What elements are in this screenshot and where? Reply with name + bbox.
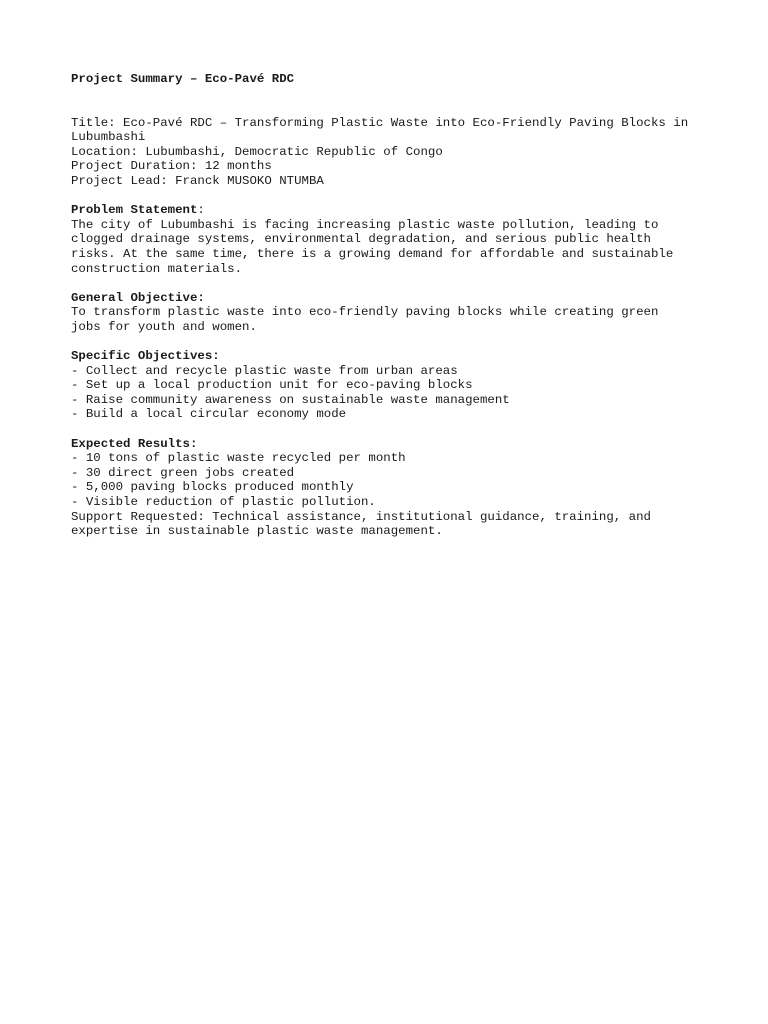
- project-duration: Project Duration: 12 months: [71, 159, 272, 174]
- list-item: - 10 tons of plastic waste recycled per month: [71, 451, 406, 466]
- list-item: - Set up a local production unit for eco-paving blocks: [71, 378, 473, 393]
- expected-results-heading: Expected Results:: [71, 436, 198, 451]
- list-item: - Build a local circular economy mode: [71, 407, 347, 422]
- problem-statement-line: clogged drainage systems, environmental degradation, and serious public health: [71, 232, 651, 247]
- document-heading: Project Summary – Eco-Pavé RDC: [71, 72, 295, 86]
- problem-statement-line: construction materials.: [71, 261, 243, 276]
- support-requested-line: Support Requested: Technical assistance, institutional guidance, training, and: [71, 509, 651, 524]
- problem-statement-label: Problem Statement: [71, 203, 198, 218]
- problem-statement-line: The city of Lubumbashi is facing increasing plastic waste pollution, leading to: [71, 217, 659, 232]
- problem-statement-line: risks. At the same time, there is a growing demand for affordable and sustainable: [71, 246, 674, 261]
- spacer: [71, 189, 731, 204]
- specific-objectives-heading: Specific Objectives:: [71, 349, 220, 364]
- problem-statement-section: [71, 203, 731, 276]
- support-requested-line: expertise in sustainable plastic waste management.: [71, 524, 443, 539]
- spacer: [71, 276, 731, 291]
- project-location: Location: Lubumbashi, Democratic Republic of Congo: [71, 144, 443, 159]
- project-lead: Project Lead: Franck MUSOKO NTUMBA: [71, 173, 324, 188]
- document-page: [71, 72, 731, 539]
- specific-objectives-section: [71, 349, 731, 422]
- general-objective-line: jobs for youth and women.: [71, 319, 257, 334]
- project-title-line-1: Title: Eco-Pavé RDC – Transforming Plastic Waste into Eco-Friendly Paving Blocks in: [71, 115, 689, 130]
- general-objective-heading: General Objective:: [71, 290, 205, 305]
- general-objective-section: [71, 291, 731, 335]
- list-item: - Visible reduction of plastic pollution.: [71, 495, 376, 510]
- problem-statement-heading: [71, 203, 731, 218]
- list-item: - 30 direct green jobs created: [71, 465, 295, 480]
- list-item: - Collect and recycle plastic waste from urban areas: [71, 363, 458, 378]
- expected-results-section: [71, 437, 731, 510]
- general-objective-line: To transform plastic waste into eco-friendly paving blocks while creating green: [71, 305, 659, 320]
- spacer: [71, 335, 731, 350]
- list-item: - 5,000 paving blocks produced monthly: [71, 480, 354, 495]
- support-requested-section: [71, 510, 731, 539]
- project-info-block: [71, 116, 731, 189]
- problem-statement-colon: :: [197, 203, 205, 218]
- project-title-line-2: Lubumbashi: [71, 130, 146, 145]
- spacer: [71, 422, 731, 437]
- list-item: - Raise community awareness on sustainable waste management: [71, 392, 510, 407]
